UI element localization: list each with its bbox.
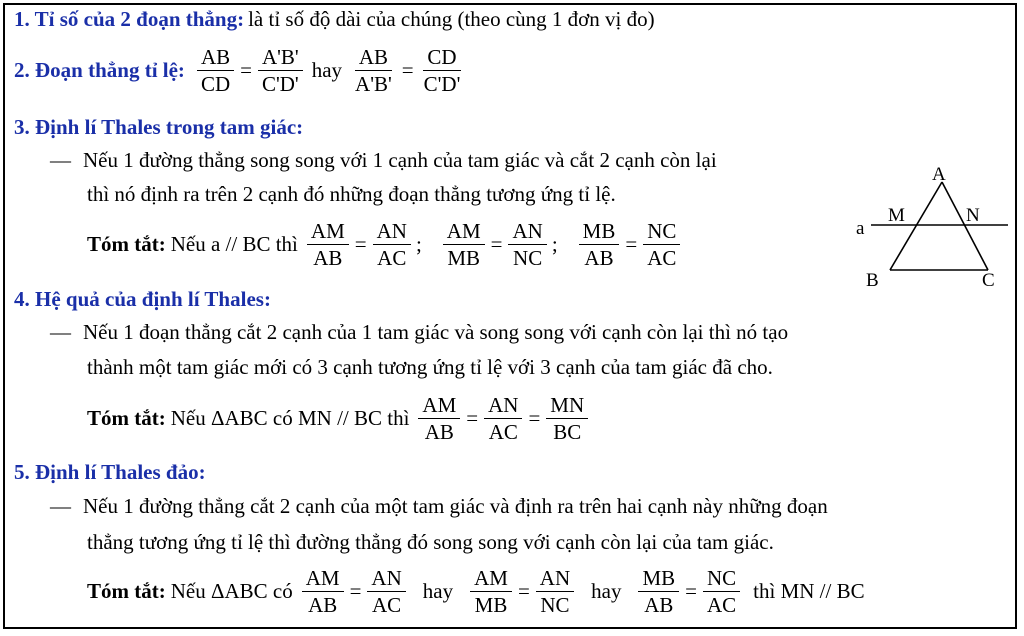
fraction <box>443 218 485 271</box>
numerator: AB <box>197 44 234 71</box>
fraction <box>197 44 234 97</box>
fraction <box>546 392 588 445</box>
side-ab <box>890 182 942 270</box>
denominator: AC <box>647 246 677 270</box>
equals-sign: = <box>349 579 362 603</box>
section-3-text-2: thì nó định ra trên 2 cạnh đó những đoạn thẳng tương ứng tỉ lệ. <box>87 182 616 206</box>
numerator: MB <box>638 565 679 592</box>
dash-bullet: — <box>50 494 71 518</box>
denominator: NC <box>540 593 570 617</box>
equals-sign: = <box>354 232 367 256</box>
fraction <box>418 392 460 445</box>
or-word: hay <box>591 579 622 603</box>
numerator: AM <box>470 565 512 592</box>
label-c-vertex: C <box>982 270 995 291</box>
denominator: AB <box>644 593 674 617</box>
summary-text: Nếu ΔABC có <box>170 579 293 603</box>
section-3-summary <box>87 218 683 271</box>
numerator: AM <box>443 218 485 245</box>
or-word: hay <box>422 579 454 603</box>
or-word: hay <box>311 58 343 82</box>
denominator: CD <box>200 72 231 96</box>
denominator: AB <box>584 246 614 270</box>
equals-sign: = <box>528 406 541 430</box>
denominator: AC <box>488 420 518 444</box>
equals-sign: = <box>625 232 638 256</box>
numerator: AN <box>484 392 522 419</box>
section-4-text-1: Nếu 1 đoạn thẳng cắt 2 cạnh của 1 tam giác và song song với cạnh còn lại thì nó tạo <box>83 320 789 344</box>
label-a-vertex: A <box>932 164 946 185</box>
section-3-heading: 3. Định lí Thales trong tam giác: <box>14 115 304 139</box>
denominator: C'D' <box>261 72 299 96</box>
summary-label: Tóm tắt: <box>87 579 166 603</box>
fraction <box>638 565 679 618</box>
equals-sign: = <box>466 406 479 430</box>
fraction <box>643 218 680 271</box>
denominator: AC <box>377 246 407 270</box>
numerator: AM <box>418 392 460 419</box>
dash-bullet: — <box>50 148 71 172</box>
fraction <box>258 44 303 97</box>
section-1-heading: 1. Tỉ số của 2 đoạn thẳng: <box>14 7 245 31</box>
numerator: MB <box>579 218 620 245</box>
fraction <box>302 565 344 618</box>
numerator: AN <box>367 565 405 592</box>
numerator: CD <box>423 44 460 71</box>
denominator: A'B' <box>355 72 392 96</box>
fraction <box>508 218 546 271</box>
denominator: AB <box>308 593 338 617</box>
summary-conclusion: thì MN // BC <box>753 579 865 603</box>
equals-sign: = <box>401 58 414 82</box>
denominator: AC <box>372 593 402 617</box>
numerator: AM <box>302 565 344 592</box>
denominator: NC <box>513 246 543 270</box>
numerator: AN <box>508 218 546 245</box>
label-m-point: M <box>888 205 905 226</box>
section-5-summary <box>87 565 865 618</box>
fraction <box>420 44 465 97</box>
fraction <box>484 392 522 445</box>
equals-sign: = <box>685 579 697 603</box>
denominator: MB <box>474 593 508 617</box>
section-2 <box>14 44 467 97</box>
section-3-line-1 <box>50 148 717 173</box>
numerator: AB <box>355 44 392 71</box>
section-1 <box>14 7 655 32</box>
section-4-line-1 <box>50 320 788 345</box>
separator: ; <box>551 232 558 256</box>
fraction <box>307 218 349 271</box>
summary-label: Tóm tắt: <box>87 232 166 256</box>
equals-sign: = <box>490 232 503 256</box>
numerator: AN <box>373 218 411 245</box>
fraction <box>351 44 396 97</box>
denominator: AB <box>424 420 454 444</box>
section-1-text: là tỉ số độ dài của chúng (theo cùng 1 đơn vị đo) <box>248 7 655 31</box>
denominator: MB <box>447 246 481 270</box>
separator: ; <box>415 232 422 256</box>
label-n-point: N <box>966 205 980 226</box>
denominator: AC <box>706 593 737 617</box>
section-3-text-1: Nếu 1 đường thẳng song song với 1 cạnh của tam giác và cắt 2 cạnh còn lại <box>83 148 717 172</box>
numerator: A'B' <box>258 44 303 71</box>
summary-text: Nếu a // BC thì <box>170 232 298 256</box>
side-ac <box>942 182 988 270</box>
fraction <box>367 565 405 618</box>
denominator: AB <box>313 246 343 270</box>
numerator: AM <box>307 218 349 245</box>
section-2-heading: 2. Đoạn thẳng tỉ lệ: <box>14 58 185 82</box>
section-5-text-1: Nếu 1 đường thẳng cắt 2 cạnh của một tam giác và định ra trên hai cạnh này những đoạn <box>83 494 828 518</box>
numerator: MN <box>546 392 588 419</box>
denominator: BC <box>553 420 582 444</box>
dash-bullet: — <box>50 320 71 344</box>
numerator: NC <box>643 218 680 245</box>
label-b-vertex: B <box>866 270 879 291</box>
fraction <box>470 565 512 618</box>
fraction <box>373 218 411 271</box>
fraction <box>536 565 574 618</box>
section-5-line-1 <box>50 494 828 519</box>
numerator: AN <box>536 565 574 592</box>
fraction <box>703 565 740 618</box>
section-5-text-2: thẳng tương ứng tỉ lệ thì đường thẳng đó song song với cạnh còn lại của tam giác. <box>87 530 774 554</box>
fraction <box>579 218 620 271</box>
equals-sign: = <box>240 58 252 82</box>
triangle-figure <box>848 160 1018 292</box>
section-5-heading: 5. Định lí Thales đảo: <box>14 460 206 484</box>
numerator: NC <box>703 565 740 592</box>
section-4-summary <box>87 392 591 445</box>
equals-sign: = <box>517 579 530 603</box>
section-4-heading: 4. Hệ quả của định lí Thales: <box>14 287 271 311</box>
summary-text: Nếu ΔABC có MN // BC thì <box>170 406 410 430</box>
label-line-a: a <box>856 218 865 239</box>
summary-label: Tóm tắt: <box>87 406 166 430</box>
section-4-text-2: thành một tam giác mới có 3 cạnh tương ứng tỉ lệ với 3 cạnh của tam giác đã cho. <box>87 355 773 379</box>
denominator: C'D' <box>423 72 461 96</box>
